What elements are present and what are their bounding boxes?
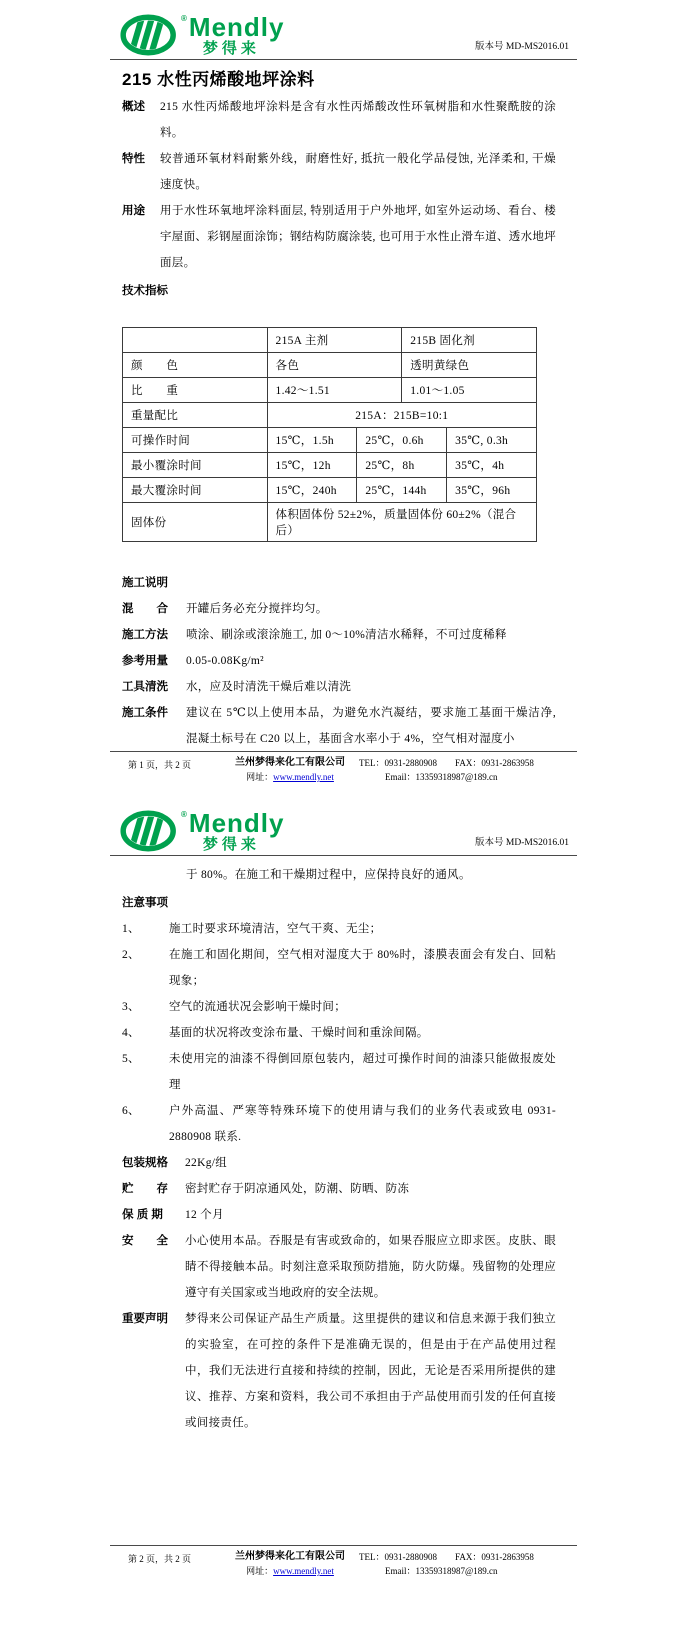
note-item: [122, 1020, 556, 1046]
table-cell: 体积固体份 52±2%，质量固体份 60±2%（混合后）: [267, 503, 536, 542]
table-row: [123, 403, 537, 428]
note-number: 1、: [122, 923, 140, 935]
brand-name-chinese: 梦得来: [202, 836, 260, 853]
table-row: [123, 353, 537, 378]
email-address: 13359318987@189.cn: [415, 1566, 498, 1576]
storage-text: 密封贮存于阴凉通风处，防潮、防晒、防冻: [185, 1183, 410, 1195]
email-label: Email：: [385, 1566, 416, 1576]
registered-trademark-icon: ®: [181, 14, 187, 23]
note-number: 4、: [122, 1027, 140, 1039]
tool-cleaning-label: 工具清洗: [122, 681, 168, 693]
note-number: 5、: [122, 1053, 140, 1065]
note-number: 6、: [122, 1105, 140, 1117]
page-number: 第 2 页，共 2 页: [128, 1554, 192, 1564]
mendly-oval-logo-icon: [120, 14, 180, 56]
website-label: 网址：: [246, 1566, 274, 1576]
page-number: 第 1 页，共 2 页: [128, 760, 192, 770]
tel-number: TEL：0931-2880908: [359, 1552, 437, 1562]
disclaimer-text: 梦得来公司保证产品生产质量。这里提供的建议和信息来源于我们独立的实验室，在可控的条件下是准确无误的，但是由于在产品使用过程中，我们无法进行直接和持续的控制，因此，无论是否采用所提供的建议、推荐、方案和资料，我公司不承担由于产品使用而引发的任何直接或间接责任。: [185, 1313, 556, 1429]
features-text: 较普通环氧材料耐紫外线，耐磨性好, 抵抗一般化学品侵蚀, 光泽柔和, 干燥速度快。: [160, 153, 556, 191]
table-cell: 215A 主剂: [267, 328, 402, 353]
tech-specs-table: [122, 327, 537, 542]
table-row: [123, 378, 537, 403]
precautions-header: 注意事项: [122, 897, 168, 909]
table-cell: 15℃，12h: [267, 453, 357, 478]
usage-text: 用于水性环氧地坪涂料面层, 特别适用于户外地坪, 如室外运动场、看台、楼宇屋面、彩钢屋面涂饰；钢结构防腐涂装, 也可用于水性止滑车道、透水地坪面层。: [160, 205, 556, 269]
table-cell: 1.42～1.51: [267, 378, 402, 403]
document-title: 215 水性丙烯酸地坪涂料: [122, 70, 315, 89]
mixing-text: 开罐后务必充分搅拌均匀。: [186, 603, 328, 615]
shelf-life-row: [122, 1202, 556, 1228]
storage-label: 贮 存: [122, 1183, 168, 1195]
table-row: [123, 428, 537, 453]
note-item: [122, 916, 556, 942]
note-item: [122, 994, 556, 1020]
note-item: [122, 942, 556, 994]
tool-cleaning-text: 水，应及时清洗干燥后难以清洗: [186, 681, 352, 693]
packaging-row: [122, 1150, 556, 1176]
brand-name: Mendly: [188, 12, 285, 42]
dosage-text: 0.05-0.08Kg/m²: [186, 655, 264, 667]
table-cell: 215A：215B=10:1: [267, 403, 536, 428]
table-row: [123, 328, 537, 353]
table-cell: 35℃，4h: [447, 453, 537, 478]
packaging-label: 包装规格: [122, 1157, 168, 1169]
page-2: [0, 790, 687, 1638]
overview-label: 概述: [122, 101, 145, 113]
method-text: 喷涂、刷涂或滚涂施工, 加 0～10%清洁水稀释，不可过度稀释: [186, 629, 507, 641]
fax-number: FAX：0931-2863958: [455, 758, 534, 768]
dosage-row: [122, 648, 556, 674]
table-cell: 215B 固化剂: [402, 328, 537, 353]
conditions-continuation-text: 于 80%。在施工和干燥期过程中，应保持良好的通风。: [186, 869, 471, 881]
brand-name-chinese: 梦得来: [202, 40, 260, 57]
registered-trademark-icon: ®: [181, 810, 187, 819]
packaging-text: 22Kg/组: [185, 1157, 228, 1169]
note-text: 施工时要求环境清洁，空气干爽、无尘；: [169, 923, 382, 935]
table-cell: 颜 色: [123, 353, 268, 378]
note-item: [122, 1098, 556, 1150]
note-text: 基面的状况将改变涂布量、干燥时间和重涂间隔。: [169, 1027, 429, 1039]
overview-row: [122, 94, 556, 146]
safety-text: 小心使用本品。吞服是有害或致命的，如果吞服应立即求医。皮肤、眼睛不得接触本品。时刻注意采取预防措施，防火防爆。残留物的处理应遵守有关国家或当地政府的安全法规。: [185, 1235, 556, 1299]
table-row: [123, 478, 537, 503]
table-cell: 25℃，0.6h: [357, 428, 447, 453]
note-number: 3、: [122, 1001, 140, 1013]
website-link[interactable]: www.mendly.net: [273, 772, 334, 782]
table-cell: 可操作时间: [123, 428, 268, 453]
table-cell: 固体份: [123, 503, 268, 542]
company-name: 兰州梦得来化工有限公司: [235, 1551, 345, 1562]
table-cell: 各色: [267, 353, 402, 378]
mendly-oval-logo-icon: [120, 810, 180, 852]
note-text: 空气的流通状况会影响干燥时间；: [169, 1001, 346, 1013]
note-number: 2、: [122, 949, 140, 961]
header-divider: [110, 59, 577, 60]
usage-row: [122, 198, 556, 276]
table-cell: 透明黄绿色: [402, 353, 537, 378]
disclaimer-row: [122, 1306, 556, 1436]
features-row: [122, 146, 556, 198]
disclaimer-label: 重要声明: [122, 1313, 168, 1325]
table-cell: 最大覆涂时间: [123, 478, 268, 503]
note-text: 未使用完的油漆不得倒回原包装内，超过可操作时间的油漆只能做报废处理: [169, 1053, 556, 1091]
page-2-header: [0, 790, 687, 852]
company-name: 兰州梦得来化工有限公司: [235, 757, 345, 768]
shelf-life-label: 保 质 期: [122, 1209, 163, 1221]
brand-name: Mendly: [188, 808, 285, 838]
page-1-footer: [110, 751, 577, 784]
table-cell: 比 重: [123, 378, 268, 403]
note-text: 在施工和固化期间，空气相对湿度大于 80%时，漆膜表面会有发白、回粘现象；: [169, 949, 556, 987]
mixing-label: 混 合: [122, 603, 168, 615]
email-address: 13359318987@189.cn: [415, 772, 498, 782]
storage-row: [122, 1176, 556, 1202]
page-1-header: [0, 0, 687, 56]
version-number: 版本号 MD-MS2016.01: [475, 838, 569, 848]
tel-number: TEL：0931-2880908: [359, 758, 437, 768]
table-cell: 重量配比: [123, 403, 268, 428]
conditions-text: 建议在 5℃以上使用本品，为避免水汽凝结，要求施工基面干燥洁净, 混凝土标号在 C20 以上，基面含水率小于 4%，空气相对湿度小: [186, 707, 556, 745]
conditions-label: 施工条件: [122, 707, 168, 719]
table-cell: [123, 328, 268, 353]
safety-row: [122, 1228, 556, 1306]
table-cell: 1.01～1.05: [402, 378, 537, 403]
table-row: [123, 453, 537, 478]
version-number: 版本号 MD-MS2016.01: [475, 42, 569, 52]
dosage-label: 参考用量: [122, 655, 168, 667]
conditions-row: [122, 700, 556, 752]
safety-label: 安 全: [122, 1235, 168, 1247]
table-row: [123, 503, 537, 542]
table-cell: 最小覆涂时间: [123, 453, 268, 478]
table-cell: 15℃，1.5h: [267, 428, 357, 453]
note-text: 户外高温、严寒等特殊环境下的使用请与我们的业务代表或致电 0931-2880908 联系.: [169, 1105, 556, 1143]
website-link[interactable]: www.mendly.net: [273, 1566, 334, 1576]
website-label: 网址：: [246, 772, 274, 782]
shelf-life-text: 12 个月: [185, 1209, 224, 1221]
features-label: 特性: [122, 153, 145, 165]
mixing-row: [122, 596, 556, 622]
overview-text: 215 水性丙烯酸地坪涂料是含有水性丙烯酸改性环氧树脂和水性聚酰胺的涂料。: [160, 101, 556, 139]
page-1: [0, 0, 687, 790]
usage-label: 用途: [122, 205, 145, 217]
method-row: [122, 622, 556, 648]
table-cell: 25℃，144h: [357, 478, 447, 503]
method-label: 施工方法: [122, 629, 168, 641]
construction-notes-header: 施工说明: [122, 577, 168, 589]
page-2-footer: [110, 1545, 577, 1578]
table-cell: 25℃，8h: [357, 453, 447, 478]
table-cell: 35℃，96h: [447, 478, 537, 503]
note-item: [122, 1046, 556, 1098]
table-cell: 15℃，240h: [267, 478, 357, 503]
tech-specs-header: 技术指标: [122, 285, 168, 297]
email-label: Email：: [385, 772, 416, 782]
tool-cleaning-row: [122, 674, 556, 700]
fax-number: FAX：0931-2863958: [455, 1552, 534, 1562]
table-cell: 35℃, 0.3h: [447, 428, 537, 453]
